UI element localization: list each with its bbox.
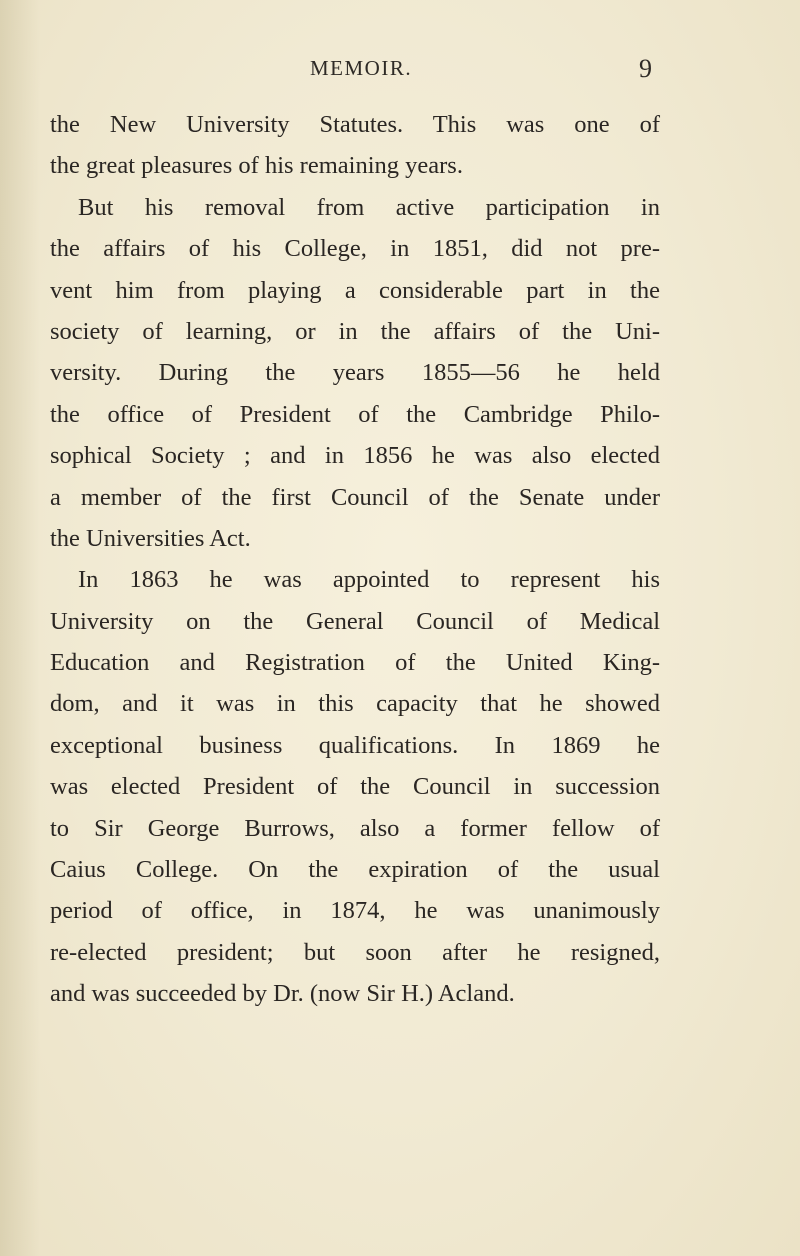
- text-line: and was succeeded by Dr. (now Sir H.) Acland.: [50, 980, 515, 1008]
- running-head: [310, 56, 660, 86]
- text-line: society of learning, or in the affairs of the Uni-: [50, 317, 660, 345]
- text-line: the affairs of his College, in 1851, did not pre-: [50, 235, 660, 263]
- text-line: was elected President of the Council in succession: [50, 773, 660, 801]
- text-line: versity. During the years 1855—56 he held: [50, 359, 660, 387]
- text-line: period of office, in 1874, he was unanimously: [50, 897, 660, 925]
- text-line: re-elected president; but soon after he resigned,: [50, 938, 660, 966]
- text-line: dom, and it was in this capacity that he showed: [50, 690, 660, 718]
- page-number: 9: [639, 54, 652, 83]
- text-line: University on the General Council of Medical: [50, 607, 660, 635]
- text-line: In 1863 he was appointed to represent his: [78, 566, 660, 594]
- body-text: [50, 104, 660, 1015]
- text-line: the New University Statutes. This was one of: [50, 111, 660, 138]
- text-line: to Sir George Burrows, also a former fellow of: [50, 814, 660, 842]
- gutter-shadow: [0, 0, 40, 1256]
- text-line: Caius College. On the expiration of the usual: [50, 856, 660, 884]
- text-line: vent him from playing a considerable part in the: [50, 276, 660, 304]
- running-head-title: MEMOIR.: [310, 56, 413, 80]
- text-line: sophical Society ; and in 1856 he was also elected: [50, 442, 660, 470]
- text-line: But his removal from active participation in: [78, 193, 660, 221]
- text-line: the office of President of the Cambridge Philo-: [50, 400, 660, 428]
- text-line: Education and Registration of the United King-: [50, 649, 660, 677]
- text-line: the great pleasures of his remaining years.: [50, 152, 463, 180]
- text-line: the Universities Act.: [50, 524, 251, 552]
- text-line: exceptional business qualifications. In 1869 he: [50, 731, 660, 759]
- text-line: a member of the first Council of the Senate under: [50, 483, 660, 511]
